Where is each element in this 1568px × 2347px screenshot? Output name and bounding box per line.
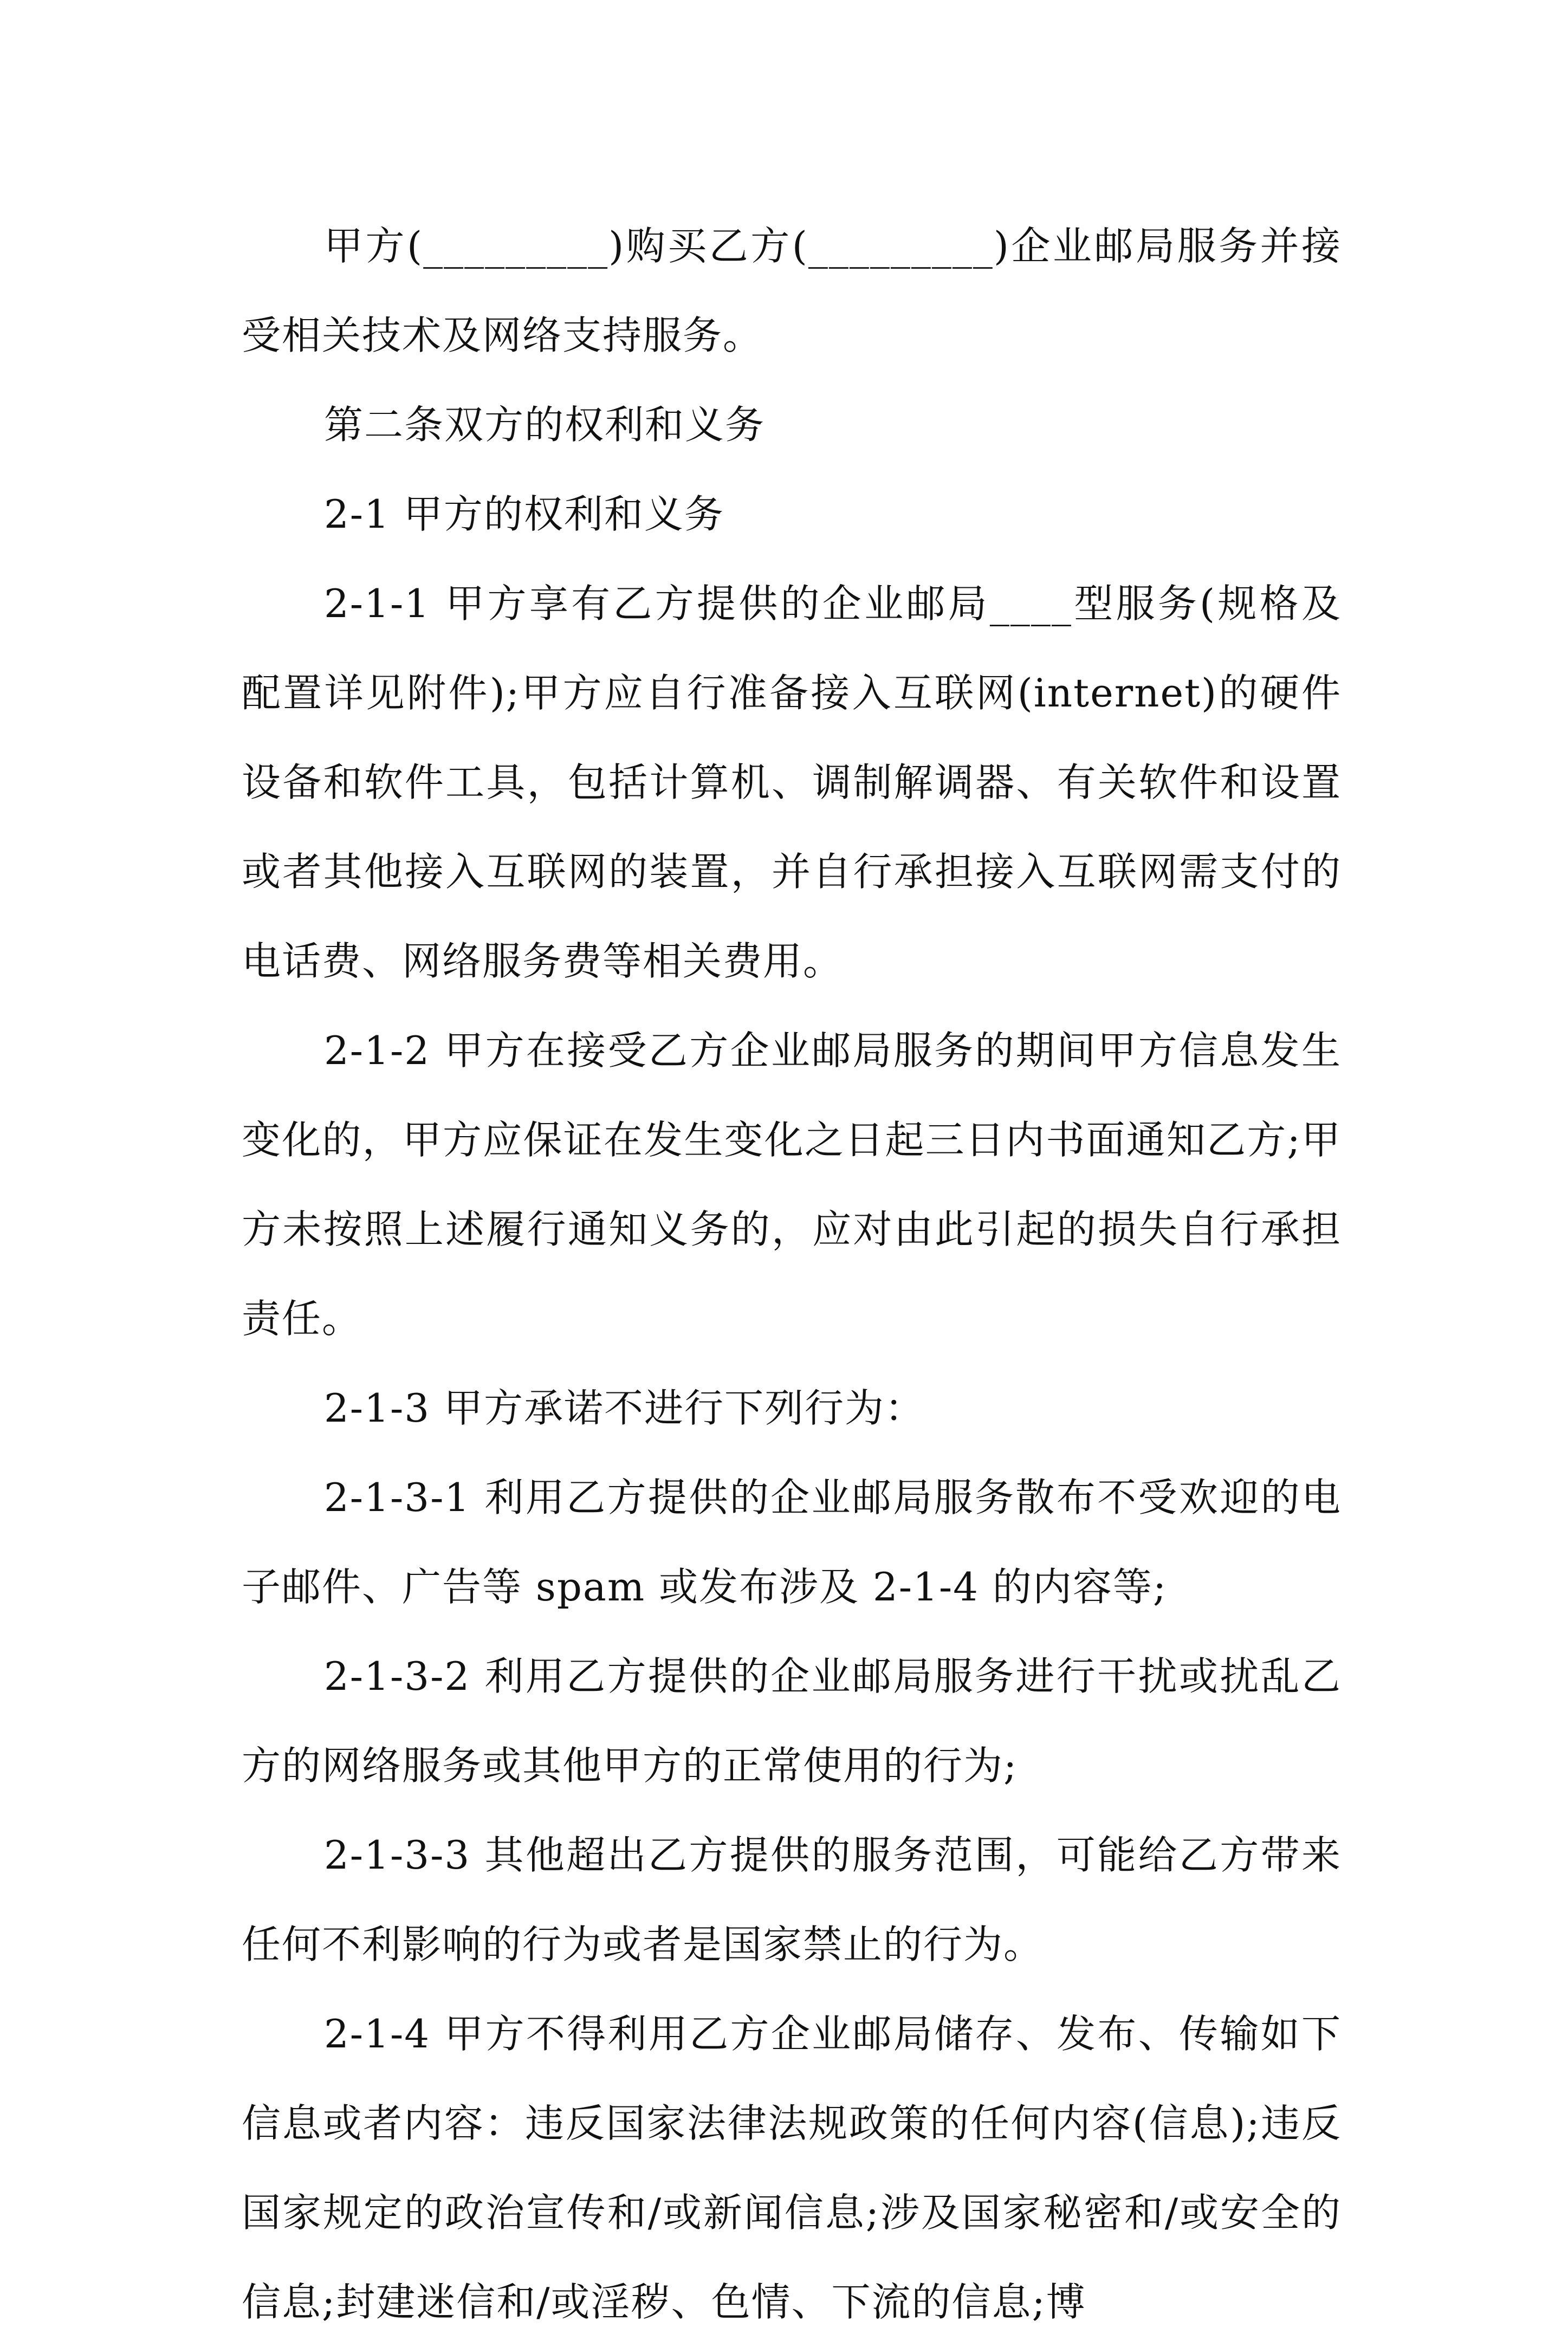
clause-2-1-heading: 2-1 甲方的权利和义务	[324, 491, 724, 537]
clause-2-1-3-2: 2-1-3-2 利用乙方提供的企业邮局服务进行干扰或扰乱乙方的网络服务或其他甲方的正常使用的行为;	[242, 1654, 1342, 1788]
section-heading-article-2: 第二条双方的权利和义务	[324, 402, 766, 448]
clause-2-1-3-1: 2-1-3-1 利用乙方提供的企业邮局服务散布不受欢迎的电子邮件、广告等 spam 或发布涉及 2-1-4 的内容等;	[242, 1475, 1342, 1610]
clause-2-1-4: 2-1-4 甲方不得利用乙方企业邮局储存、发布、传输如下信息或者内容：违反国家法律法规政策的任何内容(信息);违反国家规定的政治宣传和/或新闻信息;涉及国家秘密和/或安全的信息;封建迷信和/或淫秽、色情、下流的信息;博	[242, 2011, 1342, 2325]
clause-2-1-1: 2-1-1 甲方享有乙方提供的企业邮局____型服务(规格及配置详见附件);甲方应自行准备接入互联网(internet)的硬件设备和软件工具，包括计算机、调制解调器、有关软件和设置或者其他接入互联网的装置，并自行承担接入互联网需支付的电话费、网络服务费等相关费用。	[242, 581, 1342, 984]
document-body	[242, 202, 1342, 2347]
clause-2-1-2: 2-1-2 甲方在接受乙方企业邮局服务的期间甲方信息发生变化的，甲方应保证在发生变化之日起三日内书面通知乙方;甲方未按照上述履行通知义务的，应对由此引起的损失自行承担责任。	[242, 1028, 1342, 1341]
paragraph-purchase-statement: 甲方(_________)购买乙方(_________)企业邮局服务并接受相关技术及网络支持服务。	[242, 223, 1342, 358]
clause-2-1-3: 2-1-3 甲方承诺不进行下列行为：	[324, 1385, 925, 1431]
clause-2-1-3-3: 2-1-3-3 其他超出乙方提供的服务范围，可能给乙方带来任何不利影响的行为或者是国家禁止的行为。	[242, 1832, 1342, 1967]
